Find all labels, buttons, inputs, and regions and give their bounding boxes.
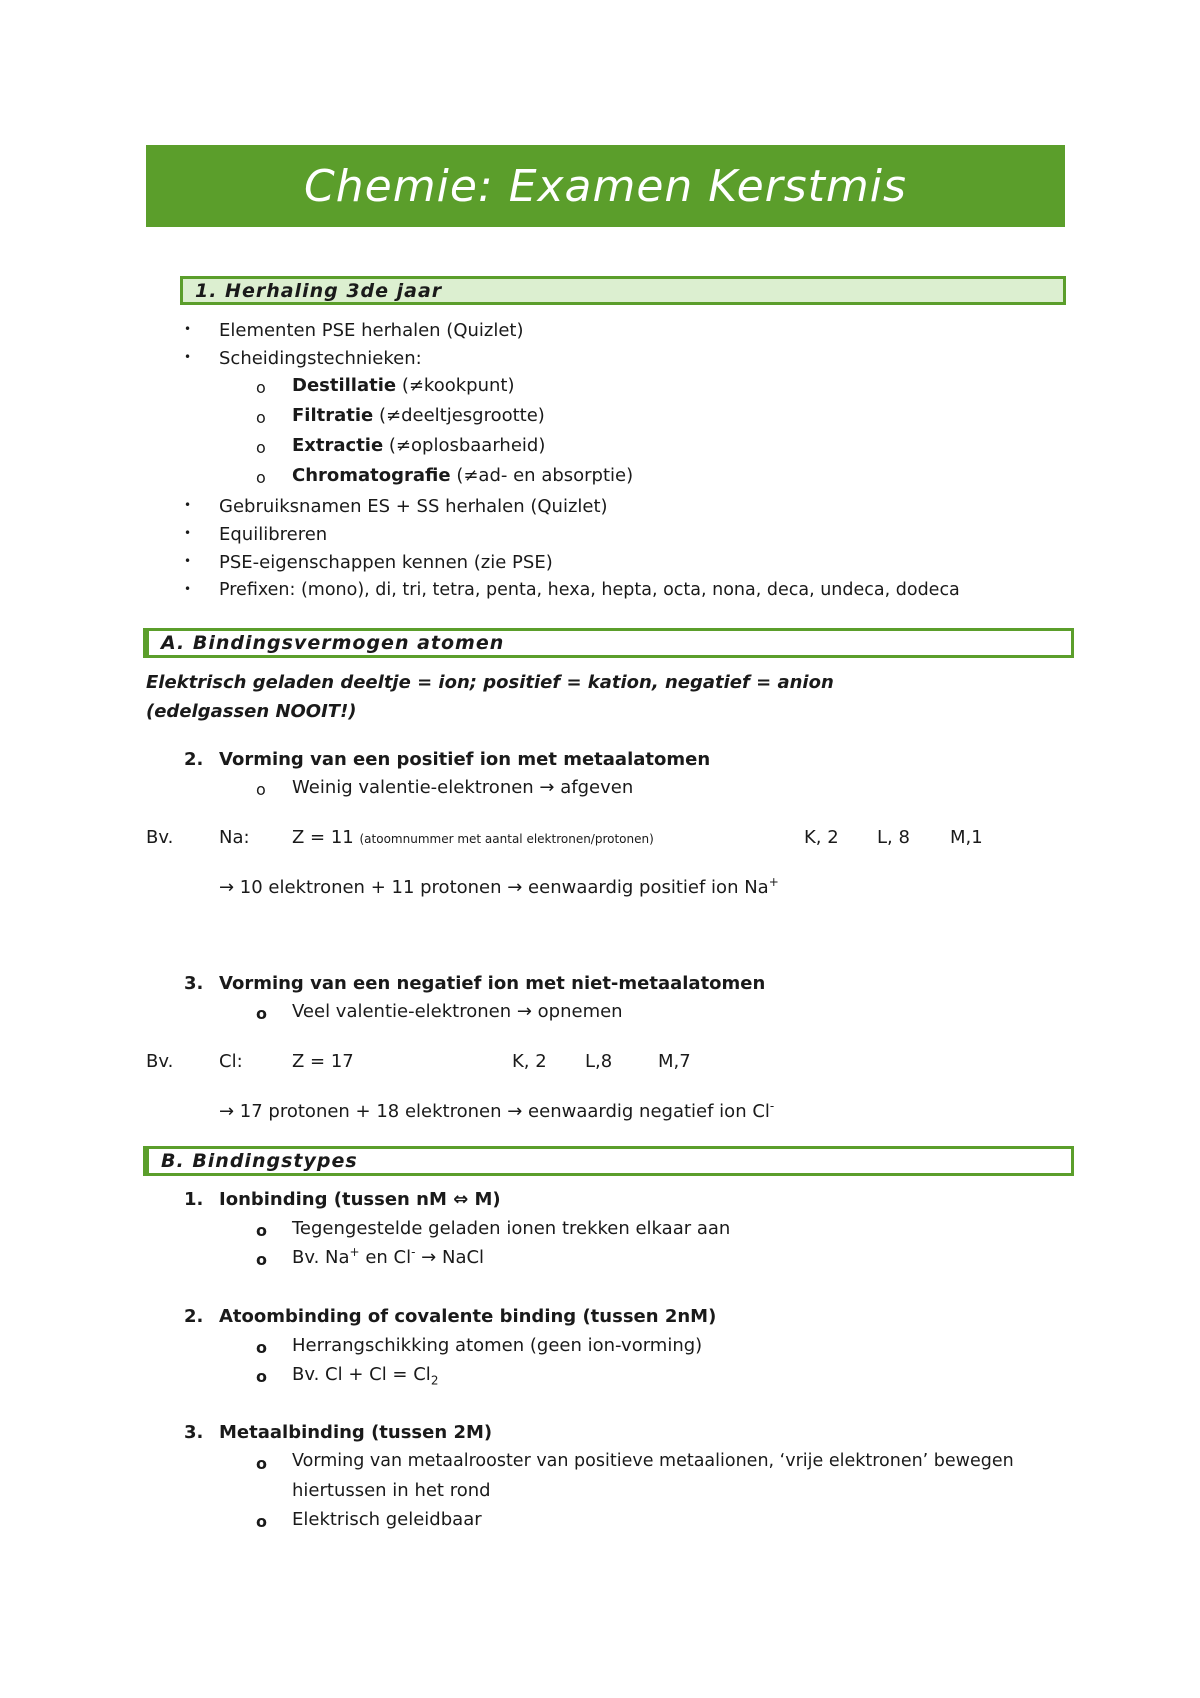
bullet-icon: • — [184, 554, 192, 568]
list-item: Equilibreren — [219, 524, 328, 545]
type-point: Herrangschikking atomen (geen ion-vorming) — [292, 1335, 703, 1356]
subsection-point: Weinig valentie-elektronen → afgeven — [292, 777, 634, 798]
sub-bullet-icon: o — [256, 378, 266, 397]
sub-bullet-icon: o — [256, 1250, 267, 1269]
subsection-number: 2. — [184, 749, 204, 770]
list-item: Prefixen: (mono), di, tri, tetra, penta, hexa, hepta, octa, nona, deca, undeca, dodeca — [219, 580, 960, 600]
subsection-number: 3. — [184, 973, 204, 994]
type-point: Bv. Na+ en Cl- → NaCl — [292, 1245, 485, 1268]
ion-result: → 10 elektronen + 11 protonen → eenwaardig positief ion Na+ — [219, 875, 779, 898]
subsection-title: Vorming van een negatief ion met niet-metaalatomen — [219, 973, 766, 994]
shell-l: L, 8 — [877, 827, 910, 848]
bullet-icon: • — [184, 498, 192, 512]
bullet-icon: • — [184, 582, 192, 596]
technique-item: Chromatografie (≠ad- en absorptie) — [292, 465, 634, 486]
atomic-number: Z = 11 (atoomnummer met aantal elektronen/protonen) — [292, 827, 654, 848]
section-heading-bindingsvermogen — [143, 628, 1074, 658]
sub-bullet-icon: o — [256, 1367, 267, 1386]
type-title: Ionbinding (tussen nM ⇔ M) — [219, 1189, 501, 1210]
intro-text: Elektrisch geladen deeltje = ion; positief = kation, negatief = anion — [146, 672, 834, 693]
section-heading-text: 1. Herhaling 3de jaar — [195, 279, 443, 302]
list-item: Scheidingstechnieken: — [219, 348, 422, 369]
technique-item: Filtratie (≠deeltjesgrootte) — [292, 405, 545, 426]
section-heading-herhaling — [180, 276, 1066, 305]
technique-item: Extractie (≠oplosbaarheid) — [292, 435, 546, 456]
type-point-continuation: hiertussen in het rond — [292, 1480, 491, 1501]
subsection-point: Veel valentie-elektronen → opnemen — [292, 1001, 623, 1022]
element-symbol: Cl: — [219, 1051, 243, 1072]
type-number: 2. — [184, 1306, 204, 1327]
type-title: Atoombinding of covalente binding (tussen 2nM) — [219, 1306, 717, 1327]
shell-k: K, 2 — [512, 1051, 547, 1072]
shell-m: M,1 — [950, 827, 983, 848]
sub-bullet-icon: o — [256, 1338, 267, 1357]
sub-bullet-icon: o — [256, 408, 266, 427]
shell-k: K, 2 — [804, 827, 839, 848]
page-title: Chemie: Examen Kerstmis — [304, 160, 907, 212]
title-banner — [146, 145, 1065, 227]
type-point: Vorming van metaalrooster van positieve metaalionen, ‘vrije elektronen’ bewegen — [292, 1451, 1014, 1471]
intro-text: (edelgassen NOOIT!) — [146, 701, 357, 722]
list-item: Gebruiksnamen ES + SS herhalen (Quizlet) — [219, 496, 608, 517]
type-point: Bv. $Cl + Cl = Cl_2$ — [292, 1364, 439, 1388]
element-symbol: Na: — [219, 827, 250, 848]
bullet-icon: • — [184, 350, 192, 364]
type-point: Tegengestelde geladen ionen trekken elkaar aan — [292, 1218, 731, 1239]
type-number: 3. — [184, 1422, 204, 1443]
subsection-title: Vorming van een positief ion met metaalatomen — [219, 749, 711, 770]
section-heading-text: B. Bindingstypes — [161, 1150, 358, 1172]
bullet-icon: • — [184, 526, 192, 540]
example-label: Bv. — [146, 1051, 174, 1072]
shell-l: L,8 — [585, 1051, 613, 1072]
sub-bullet-icon: o — [256, 1512, 267, 1531]
type-point: Elektrisch geleidbaar — [292, 1509, 482, 1530]
type-number: 1. — [184, 1189, 204, 1210]
bullet-icon: • — [184, 322, 192, 336]
section-heading-bindingstypes — [143, 1146, 1074, 1176]
sub-bullet-icon: o — [256, 780, 266, 799]
list-item: Elementen PSE herhalen (Quizlet) — [219, 320, 524, 341]
sub-bullet-icon: o — [256, 1221, 267, 1240]
example-label: Bv. — [146, 827, 174, 848]
atomic-number: Z = 17 — [292, 1051, 354, 1072]
sub-bullet-icon: o — [256, 1454, 267, 1473]
sub-bullet-icon: o — [256, 468, 266, 487]
sub-bullet-icon: o — [256, 438, 266, 457]
sub-bullet-icon: o — [256, 1004, 267, 1023]
list-item: PSE-eigenschappen kennen (zie PSE) — [219, 552, 553, 573]
shell-m: M,7 — [658, 1051, 691, 1072]
type-title: Metaalbinding (tussen 2M) — [219, 1422, 493, 1443]
ion-result: → 17 protonen + 18 elektronen → eenwaardig negatief ion Cl- — [219, 1099, 775, 1122]
section-heading-text: A. Bindingsvermogen atomen — [161, 632, 505, 654]
technique-item: Destillatie (≠kookpunt) — [292, 375, 515, 396]
